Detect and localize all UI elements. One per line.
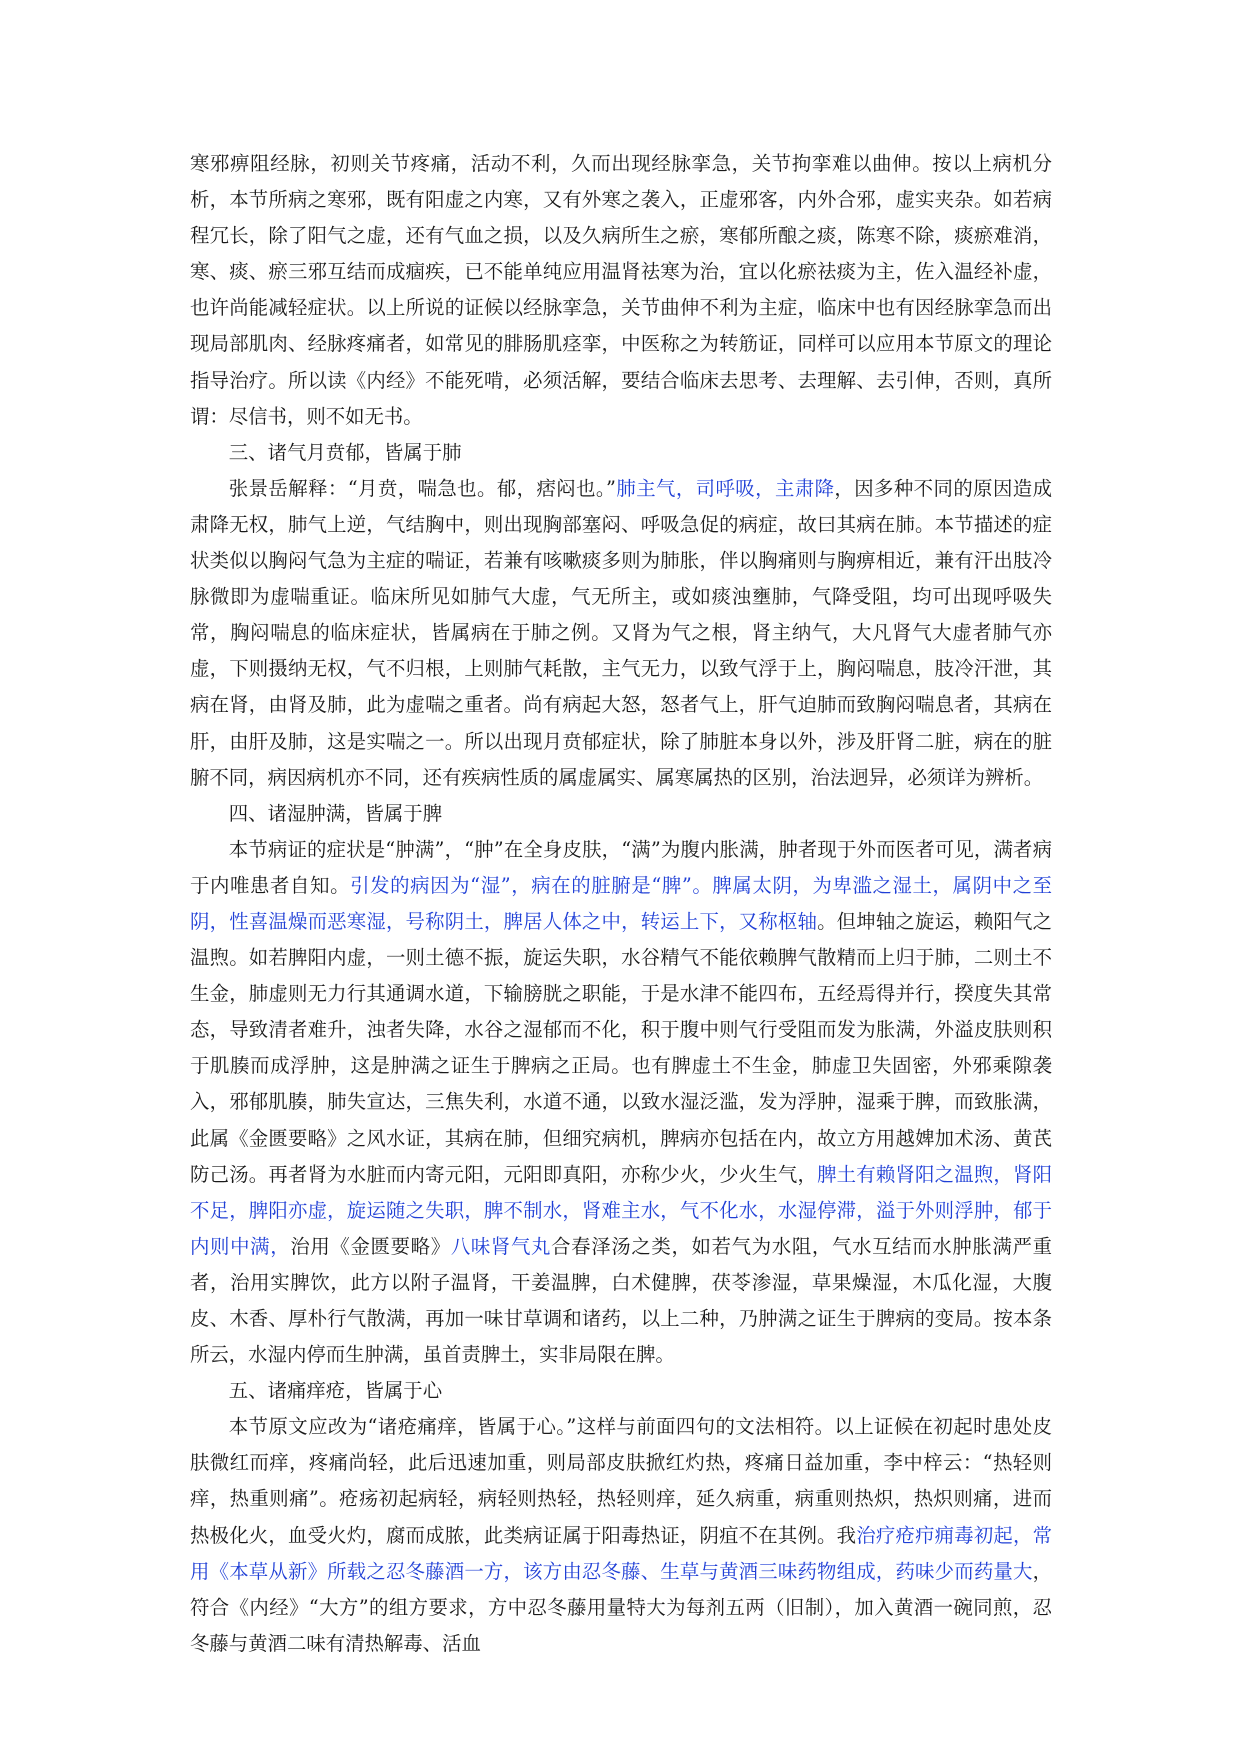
paragraph bbox=[190, 1409, 1052, 1662]
text-segment: 寒邪痹阻经脉，初则关节疼痛，活动不利，久而出现经脉挛急，关节拘挛难以曲伸。按以上病机分析，本节所病之寒邪，既有阳虚之内寒，又有外寒之袭入，正虚邪客，内外合邪，虚实夹杂。如若病程冗长，除了阳气之虚，还有气血之损，以及久病所生之瘀，寒郁所酿之痰，陈寒不除，痰瘀难消，寒、痰、瘀三邪互结而成痼疾，已不能单纯应用温肾祛寒为治，宜以化瘀祛痰为主，佐入温经补虚，也许尚能减轻症状。以上所说的证候以经脉挛急，关节曲伸不利为主症，临床中也有因经脉挛急而出现局部肌肉、经脉疼痛者，如常见的腓肠肌痉挛，中医称之为转筋证，同样可以应用本节原文的理论指导治疗。所以读《内经》不能死啃，必须活解，要结合临床去思考、去理解、去引伸，否则，真所谓：尽信书，则不如无书。 bbox=[190, 152, 1052, 428]
text-segment: 四、诸湿肿满，皆属于脾 bbox=[228, 801, 443, 825]
text-segment: ，符合《内经》“大方”的组方要求，方中忍冬藤用量特大为每剂五两（旧制），加入黄酒一碗同煎，忍冬藤与黄酒二味有清热解毒、活血 bbox=[190, 1559, 1052, 1655]
highlighted-text: 脾土有赖肾阳之温煦，肾阳不足，脾阳亦虚，旋运随之失职，脾不制水，肾难主水，气不化水，水湿停滞，溢于外则浮肿，郁于内则中满， bbox=[190, 1162, 1053, 1258]
highlighted-text: 治疗疮疖痈毒初起，常用《本草从新》所载之忍冬藤酒一方，该方由忍冬藤、生草与黄酒三味药物组成，药味少而药量大 bbox=[190, 1523, 1053, 1583]
text-segment: ，因多种不同的原因造成肃降无权，肺气上逆，气结胸中，则出现胸部塞闷、呼吸急促的病症，故曰其病在肺。本节描述的症状类似以胸闷气急为主症的喘证，若兼有咳嗽痰多则为肺胀，伴以胸痛则与胸痹相近，兼有汗出肢冷脉微即为虚喘重证。临床所见如肺气大虚，气无所主，或如痰浊壅肺，气降受阻，均可出现呼吸失常，胸闷喘息的临床症状，皆属病在于肺之例。又肾为气之根，肾主纳气，大凡肾气大虚者肺气亦虚，下则摄纳无权，气不归根，上则肺气耗散，主气无力，以致气浮于上，胸闷喘息，肢冷汗泄，其病在肾，由肾及肺，此为虚喘之重者。尚有病起大怒，怒者气上，肝气迫肺而致胸闷喘息者，其病在肝，由肝及肺，这是实喘之一。所以出现月贲郁症状，除了肺脏本身以外，涉及肝肾二脏，病在的脏腑不同，病因病机亦不同，还有疾病性质的属虚属实、属寒属热的区别，治法迥异，必须详为辨析。 bbox=[190, 476, 1052, 789]
highlighted-text: 八味肾气丸 bbox=[450, 1234, 552, 1258]
text-segment: 五、诸痛痒疮，皆属于心 bbox=[228, 1379, 443, 1403]
paragraph bbox=[190, 471, 1052, 796]
document-body bbox=[190, 146, 1052, 1662]
text-segment: 合春泽汤之类，如若气为水阻，气水互结而水肿胀满严重者，治用实脾饮，此方以附子温肾，干姜温脾，白术健脾，茯苓渗湿，草果燥湿，木瓜化湿，大腹皮、木香、厚朴行气散满，再加一味甘草调和诸药，以上二种，乃肿满之证生于脾病的变局。按本条所云，水湿内停而生肿满，虽首责脾土，实非局限在脾。 bbox=[190, 1234, 1053, 1367]
text-segment: 本节病证的症状是“肿满”，“肿”在全身皮肤，“满”为腹内胀满，肿者现于外而医者可见，满者病于内唯患者自知。 bbox=[190, 837, 1052, 897]
text-segment: 。但坤轴之旋运，赖阳气之温煦。如若脾阳内虚，一则土德不振，旋运失职，水谷精气不能依赖脾气散精而上归于肺，二则土不生金，肺虚则无力行其通调水道，下输膀胱之职能，于是水津不能四布，五经焉得并行，揆度失其常态，导致清者难升，浊者失降，水谷之湿郁而不化，积于腹中则气行受阻而发为胀满，外溢皮肤则积于肌腠而成浮肿，这是肿满之证生于脾病之正局。也有脾虚土不生金，肺虚卫失固密，外邪乘隙袭入，邪郁肌腠，肺失宣达，三焦失利，水道不通，以致水湿泛滥，发为浮肿，湿乘于脾，而致胀满，此属《金匮要略》之风水证，其病在肺，但细究病机，脾病亦包括在内，故立方用越婢加术汤、黄芪防己汤。再者肾为水脏而内寄元阳，元阳即真阳，亦称少火，少火生气， bbox=[190, 909, 1053, 1186]
section-heading bbox=[190, 1373, 1052, 1409]
section-heading bbox=[190, 796, 1052, 832]
highlighted-text: 引发的病因为“湿”，病在的脏腑是“脾”。脾属太阴，为卑滥之湿土，属阴中之至阴，性喜温燥而恶寒湿，号称阴土，脾居人体之中，转运上下，又称枢轴 bbox=[190, 873, 1052, 933]
paragraph bbox=[190, 146, 1052, 435]
text-segment: 三、诸气月贲郁，皆属于肺 bbox=[228, 440, 462, 464]
text-segment: 治用《金匮要略》 bbox=[290, 1234, 451, 1258]
highlighted-text: 肺主气，司呼吸，主肃降 bbox=[615, 476, 835, 500]
text-segment: 张景岳解释：“月贲，喘急也。郁，痞闷也。” bbox=[228, 476, 616, 500]
section-heading bbox=[190, 435, 1052, 471]
text-segment: 本节原文应改为“诸疮痛痒，皆属于心。”这样与前面四句的文法相符。以上证候在初起时患处皮肤微红而痒，疼痛尚轻，此后迅速加重，则局部皮肤掀红灼热，疼痛日益加重，李中梓云：“热轻则痒，热重则痛”。疮疡初起病轻，病轻则热轻，热轻则痒，延久病重，病重则热炽，热炽则痛，进而热极化火，血受火灼，腐而成脓，此类病证属于阳毒热证，阴疽不在其例。我 bbox=[190, 1415, 1052, 1547]
paragraph bbox=[190, 832, 1052, 1373]
